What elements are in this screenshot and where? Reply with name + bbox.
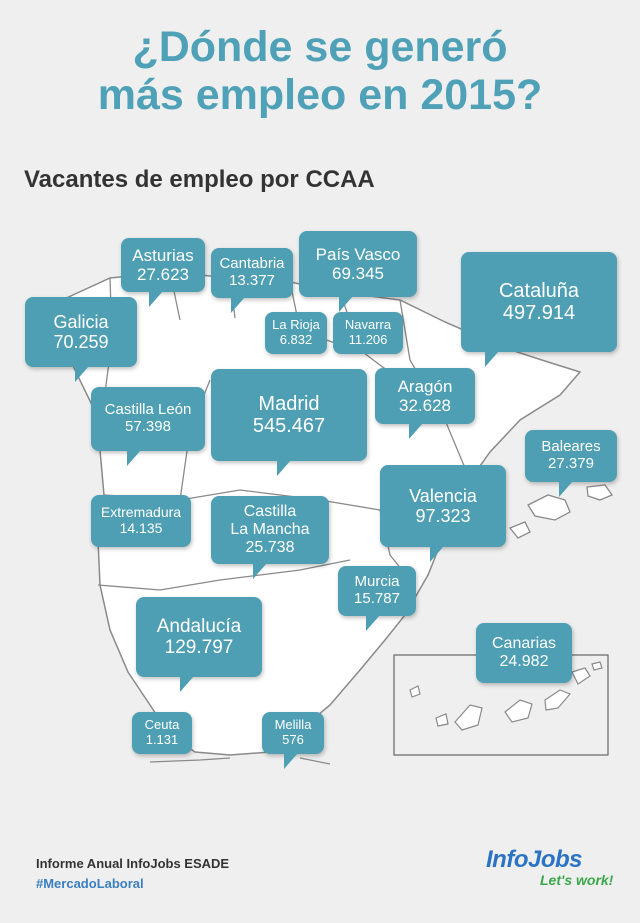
region-name: Cataluña [498,279,580,302]
bubble-madrid [211,369,367,461]
region-value: 576 [282,732,304,747]
region-name: Andalucía [156,615,242,637]
region-value: 70.259 [53,332,109,352]
region-value: 25.738 [245,538,295,556]
region-name: La Rioja [272,317,320,333]
region-name: Galicia [53,311,109,332]
bubble-aragon [375,368,475,424]
footer-hashtag: #MercadoLaboral [36,876,144,891]
bubble-ceuta [132,712,192,754]
region-name: Asturias [132,245,194,265]
region-value: 27.379 [548,455,594,472]
bubble-andalucia [136,597,262,677]
page-title-line-2: más empleo en 2015? [97,71,543,119]
bubble-navarra [333,312,403,354]
infojobs-slogan: Let's work! [540,872,614,888]
region-name: Canarias [491,635,557,653]
region-value: 545.467 [252,415,326,437]
bubble-murcia [338,566,416,616]
region-name: Melilla [274,717,312,733]
bubble-canarias [476,623,572,683]
footer-report: Informe Anual InfoJobs ESADE [36,856,230,871]
bubble-cantabria [211,248,293,298]
region-name: Navarra [344,317,392,333]
bubble-la-rioja [265,312,327,354]
region-value: 11.206 [348,332,388,347]
region-name: Extremadura [100,504,182,521]
bubble-melilla [262,712,324,754]
bubble-extremadura [91,495,191,547]
bubble-baleares [525,430,617,482]
subtitle: Vacantes de empleo por CCAA [24,166,375,193]
region-value: 15.787 [354,590,400,607]
infojobs-logo: InfoJobs [486,846,582,873]
region-value: 14.135 [119,520,163,536]
bubble-castilla-la-mancha [211,496,329,564]
page-title-line-1: ¿Dónde se generó [132,23,508,71]
bubble-castilla-leon [91,387,205,451]
bubble-valencia [380,465,506,547]
region-value: 129.797 [164,637,234,658]
region-value: 497.914 [502,302,576,324]
bubble-pais-vasco [299,231,417,297]
region-value: 13.377 [229,272,275,289]
region-name: Castilla La Mancha [230,503,310,539]
region-name: Cantabria [219,255,285,273]
region-value: 24.982 [499,653,549,670]
region-value: 6.832 [279,332,313,347]
bubble-galicia [25,297,137,367]
bubble-cataluna [461,252,617,352]
region-value: 27.623 [137,265,189,284]
region-name: Madrid [258,392,320,415]
bubble-asturias [121,238,205,292]
region-value: 57.398 [125,418,171,435]
region-value: 1.131 [145,732,179,747]
region-name: Castilla León [104,401,192,419]
region-name: Murcia [354,573,400,591]
region-value: 32.628 [399,396,451,415]
region-value: 69.345 [332,264,384,283]
region-name: Baleares [541,438,601,456]
region-name: Ceuta [144,717,180,733]
north-africa-coast [150,758,230,762]
region-name: Valencia [409,485,477,506]
region-name: País Vasco [315,244,401,264]
region-name: Aragón [397,376,453,396]
region-value: 97.323 [415,506,471,526]
